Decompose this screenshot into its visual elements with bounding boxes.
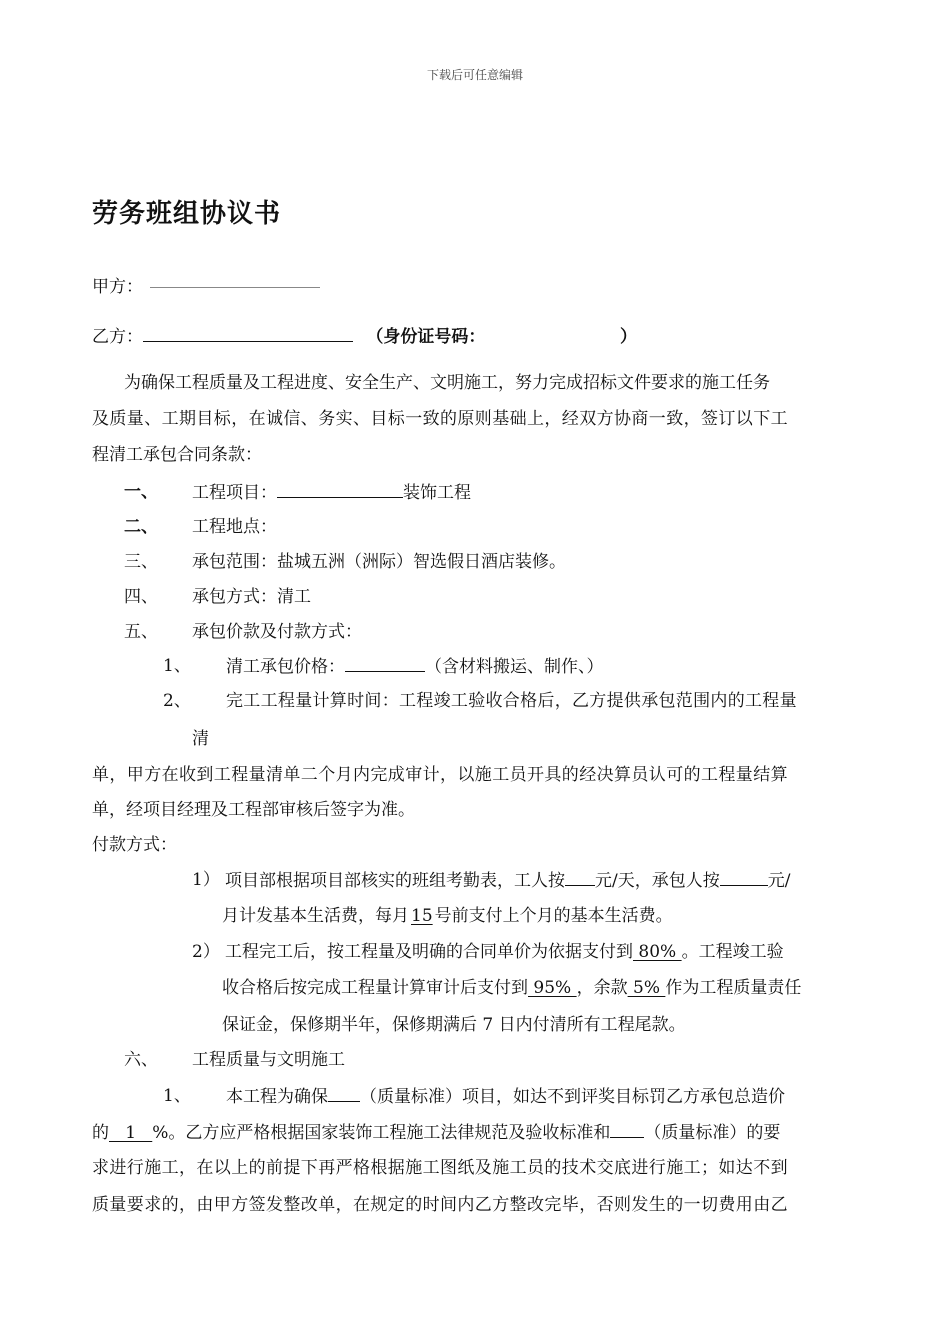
party-b-id-label: （身份证号码： [366,327,486,347]
section-1-body [192,481,471,504]
party-a-blank [150,286,320,288]
item-5-1-blank [345,655,425,672]
item-5-1-num: 1、 [163,656,191,676]
section-1-suffix: 装饰工程 [403,483,471,503]
payment-2-line-2 [222,977,801,999]
item-5-2-line-1: 完工工程量计算时间：工程竣工验收合格后，乙方提供承包范围内的工程量 [226,691,797,711]
item-6-1-blank-standard [610,1121,644,1138]
item-6-1-text-b: （质量标准）项目，如达不到评奖目标罚乙方承包总造价 [360,1087,785,1107]
item-6-1-num: 1、 [163,1086,191,1106]
item-5-2-line-4: 单，经项目经理及工程部审核后签字为准。 [92,800,415,820]
section-1-num: 一、 [124,482,158,502]
item-5-2-num: 2、 [163,691,191,711]
section-1-blank [277,481,403,498]
item-5-1-text: 清工承包价格： [226,657,345,677]
payment-2-line-1 [225,941,784,963]
payment-2-num: 2） [192,942,220,962]
payment-2-text-b: 。工程竣工验 [681,942,784,962]
item-6-1-text-e: （质量标准）的要 [644,1123,781,1143]
section-1-label: 工程项目： [192,483,277,503]
party-b-id-close: ） [620,327,637,347]
intro-line-2 [92,408,860,430]
party-a-line [92,272,320,297]
document-title: 劳务班组协议书 [92,199,282,229]
payment-2-pct-1: 80% [633,942,682,962]
payment-label: 付款方式： [92,835,177,855]
payment-2-text-d: ，余款 [576,978,628,998]
party-b-blank [143,325,353,342]
intro-text-3: 程清工承包合同条款： [92,445,262,465]
payment-2-line-3: 保证金，保修期半年，保修期满后 7 日内付清所有工程尾款。 [222,1015,686,1035]
intro-line-3 [92,444,262,466]
party-a-label: 甲方： [92,277,143,297]
section-4-body [192,586,311,608]
payment-1-text-d: 月计发基本生活费，每月 [222,906,409,926]
payment-2-text-c: 收合格后按完成工程量计算审计后支付到 [222,978,528,998]
section-3-text: 盐城五洲（洲际）智选假日酒店装修。 [277,552,566,572]
payment-1-line-1 [225,869,790,892]
payment-2-pct-2: 95% [528,978,577,998]
payment-1-num: 1） [192,870,220,890]
payment-2-text-e: 作为工程质量责任 [665,978,802,998]
section-1 [124,481,158,503]
section-4-label: 承包方式： [192,587,277,607]
payment-1-text-e: 号前支付上个月的基本生活费。 [434,906,673,926]
item-5-1-body [226,655,604,678]
item-6-1-line-3: 求进行施工，在以上的前提下再严格根据施工图纸及施工员的技术交底进行施工；如达不到 [92,1158,788,1178]
payment-1-text-a: 项目部根据项目部核实的班组考勤表，工人按 [225,871,565,891]
payment-1-line-2 [222,905,673,927]
intro-line-1 [124,372,860,394]
item-6-1-line-4: 质量要求的，由甲方签发整改单，在规定的时间内乙方整改完毕，否则发生的一切费用由乙 [92,1195,788,1215]
section-3-body [192,551,566,573]
payment-1-day: 15 [411,906,433,926]
item-6-1-text-d: %。乙方应严格根据国家装饰工程施工法律规范及验收标准和 [152,1123,611,1143]
intro-text-1: 为确保工程质量及工程进度、安全生产、文明施工，努力完成招标文件要求的施工任务 [124,373,770,393]
payment-1-text-c: 元/ [767,871,791,891]
payment-1-blank-contractor [720,869,768,886]
section-3-num: 三、 [124,552,158,572]
section-3-label: 承包范围： [192,552,277,572]
item-6-1-pct: 1 [109,1123,153,1143]
item-5-2-line-3: 单，甲方在收到工程量清单二个月内完成审计，以施工员开具的经决算员认可的工程量结算 [92,765,788,785]
item-6-1-line-2 [92,1121,780,1144]
item-6-1-text-a: 本工程为确保 [226,1087,328,1107]
item-5-1-suffix: （含材料搬运、制作、） [425,657,604,677]
section-6-label: 工程质量与文明施工 [192,1050,345,1070]
party-b-label: 乙方： [92,327,143,347]
payment-1-blank-worker [565,869,595,886]
intro-text-2: 及质量、工期目标，在诚信、务实、目标一致的原则基础上，经双方协商一致，签订以下工 [92,409,788,429]
section-4-text: 清工 [277,587,311,607]
item-5-2-line-2: 清 [192,729,209,749]
payment-2-text-a: 工程完工后，按工程量及明确的合同单价为依据支付到 [225,942,633,962]
item-6-1-text-c: 的 [92,1123,109,1143]
section-5-label: 承包价款及付款方式： [192,622,362,642]
section-2-label: 工程地点： [192,517,277,537]
payment-2-pct-3: 5% [627,978,666,998]
section-5-num: 五、 [124,622,158,642]
party-b-line [92,322,652,347]
section-2-num: 二、 [124,517,158,537]
payment-1-text-b: 元/天，承包人按 [595,871,720,891]
header-note: 下载后可任意编辑 [426,68,523,82]
item-6-1-blank-quality [328,1085,360,1102]
section-4-num: 四、 [124,587,158,607]
item-6-1-line-1 [226,1085,785,1108]
section-6-num: 六、 [124,1050,158,1070]
